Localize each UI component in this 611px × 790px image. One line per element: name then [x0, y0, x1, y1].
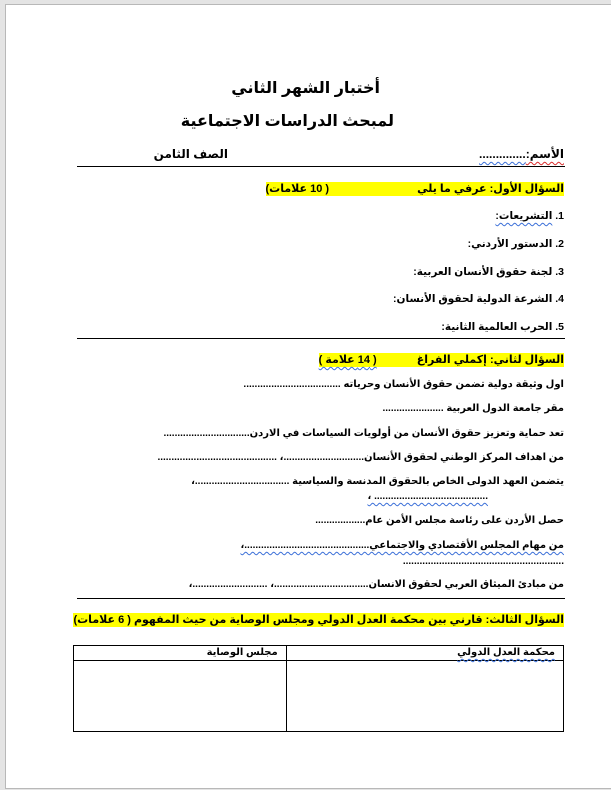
question2-header [319, 350, 564, 368]
fill-blank-item[interactable]: تعد حماية وتعزيز حقوق الأنسان من أولويات السياسات في الاردن............................... [163, 428, 564, 439]
divider [77, 598, 565, 599]
title-line-1: أختبار الشهر الثاني [231, 80, 380, 97]
question1-heading: السؤال الأول: عرفي ما يلي [417, 183, 564, 195]
exam-subject: لمبحث الدراسات الاجتماعية [180, 113, 394, 130]
exam-title [231, 78, 380, 98]
fill-blank-item[interactable]: ......................................... ، [367, 491, 488, 502]
answer-cell-icj[interactable] [286, 661, 563, 732]
q1-item: 5. الحرب العالمية الثانية: [441, 321, 564, 333]
student-name-field[interactable] [479, 147, 564, 161]
fill-blank-item[interactable]: من مهام المجلس الأقتصادي والاجتماعي.............................................، [240, 540, 564, 551]
question2-marks: ( 14 علامة ) [318, 354, 377, 366]
q1-item: 4. الشرعة الدولية لحقوق الأنسان: [393, 293, 564, 305]
divider [77, 338, 565, 339]
fill-blank-item[interactable]: يتضمن العهد الدولى الخاص بالحقوق المدنسة والسياسية ..................................، [191, 476, 564, 487]
name-blank: .............. [479, 147, 526, 161]
q1-item: 1. التشريعات: [495, 210, 564, 222]
fill-blank-item[interactable]: من اهداف المركز الوطني لحقوق الأنسان.............................، ........................................... [157, 452, 564, 463]
fill-blank-item[interactable]: حصل الأردن على رئاسة مجلس الأمن عام.................. [315, 515, 564, 526]
question1-header [266, 179, 565, 197]
table-header-trusteeship: مجلس الوصاية [74, 646, 287, 661]
comparison-table [73, 645, 564, 732]
q1-item: 2. الدستور الأردني: [467, 238, 564, 250]
name-label: الأسم: [525, 147, 564, 161]
divider [77, 166, 565, 167]
table-header-icj: محكمة العدل الدولي [286, 646, 563, 661]
grade-label: الصف الثامن [153, 147, 228, 161]
question3-heading: السؤال الثالث: قارني بين محكمة العدل الدولي ومجلس الوصاية من حيث المفهوم ( 6 علامات) [73, 614, 564, 626]
question2-heading: السؤال لثاني: إكملي الفراغ [416, 354, 564, 366]
fill-blank-item[interactable]: مقر جامعة الدول العربية ...................... [382, 403, 564, 414]
question3-header [73, 610, 564, 628]
answer-cell-trusteeship[interactable] [74, 661, 287, 732]
fill-blank-item[interactable]: .......................................................... [402, 556, 564, 567]
fill-blank-item[interactable]: اول وثيقة دولية تضمن حقوق الأنسان وحرياته ................................... [243, 379, 564, 390]
fill-blank-item[interactable]: من مبادئ الميثاق العربي لحقوق الانسان..................................، ...........................، [188, 579, 564, 590]
question1-marks: ( 10 علامات) [265, 183, 330, 195]
document-page [5, 4, 611, 789]
q1-item: 3. لجنة حقوق الأنسان العربية: [413, 266, 564, 278]
